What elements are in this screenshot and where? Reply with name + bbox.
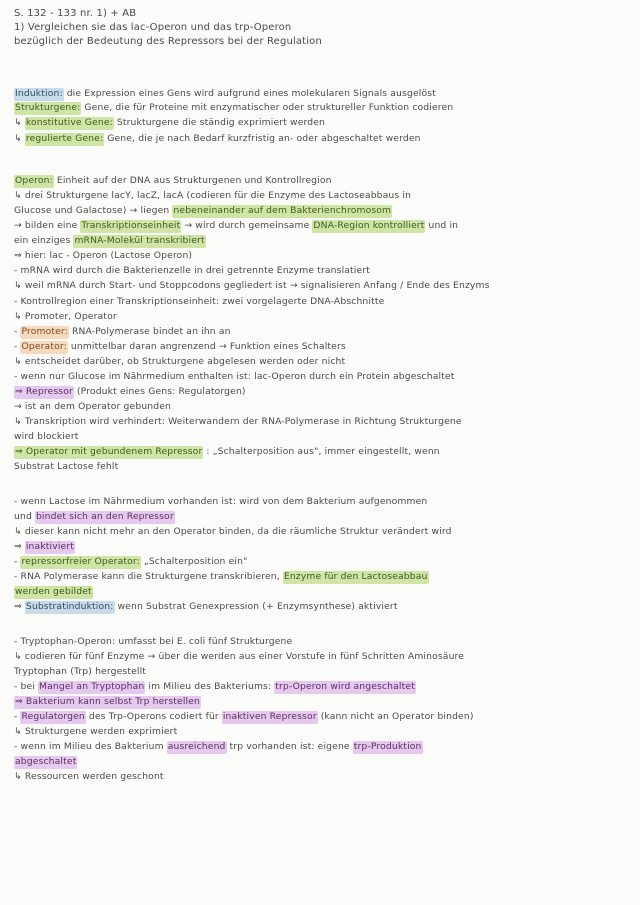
note-line: [14, 666, 634, 679]
note-line: [14, 235, 634, 248]
note-text: S. 132 - 133 nr. 1) + AB: [14, 8, 137, 19]
note-text: ↳ codieren für fünf Enzyme → über die werden aus einer Vorstufe in fünf Schritten Aminosäure: [14, 651, 465, 662]
note-text: → bilden eine: [14, 220, 78, 231]
note-text: im Milieu des Bakteriums:: [148, 681, 272, 692]
highlighted-text: ausreichend: [167, 741, 226, 752]
note-text: trp vorhanden ist: eigene: [229, 741, 350, 752]
note-text: - Tryptophan-Operon: umfasst bei E. coli fünf Strukturgene: [14, 636, 293, 647]
highlighted-text: mRNA-Molekül transkribiert: [74, 235, 205, 246]
highlighted-text: ⇒ Bakterium kann selbst Trp herstellen: [15, 696, 201, 707]
highlighted-text: regulierte Gene:: [25, 133, 104, 144]
note-text: ↳ Promoter, Operator: [14, 311, 117, 322]
note-line: [14, 36, 634, 49]
note-text: - wenn Lactose im Nährmedium vorhanden ist: wird von dem Bakterium aufgenommen: [14, 496, 428, 507]
note-text: - bei: [14, 681, 36, 692]
note-line: [14, 526, 634, 539]
note-text: ↳ weil mRNA durch Start- und Stoppcodons gegliedert ist → signalisieren Anfang / Ende des Enzyms: [14, 280, 490, 291]
note-text: bezüglich der Bedeutung des Repressors bei der Regulation: [14, 36, 322, 47]
note-line: [14, 771, 634, 784]
highlighted-text: Substratinduktion:: [25, 601, 114, 612]
note-text: wenn Substrat Genexpression (+ Enzymsynthese) aktiviert: [117, 601, 398, 612]
note-line: [14, 496, 634, 509]
note-line: [14, 711, 634, 724]
note-text: und: [14, 511, 32, 522]
highlighted-text: trp-Produktion: [353, 741, 422, 752]
note-text: unmittelbar daran angrenzend → Funktion eines Schalters: [70, 341, 346, 352]
note-text: - mRNA wird durch die Bakterienzelle in drei getrennte Enzyme translatiert: [14, 265, 370, 276]
note-text: -: [14, 711, 18, 722]
note-line: [14, 681, 634, 694]
highlighted-text: Operator:: [21, 341, 67, 352]
note-text: des Trp-Operons codiert für: [88, 711, 219, 722]
highlighted-text: Mangel an Tryptophan: [39, 681, 145, 692]
highlighted-text: bindet sich an den Repressor: [35, 511, 174, 522]
highlighted-text: werden gebildet: [15, 586, 92, 597]
highlighted-text: inaktiviert: [25, 541, 75, 552]
note-line: [14, 175, 634, 188]
note-text: - wenn im Milieu des Bakterium: [14, 741, 164, 752]
highlighted-text: nebeneinander auf dem Bakterienchromosom: [173, 205, 392, 216]
note-text: Gene, die für Proteine mit enzymatischer oder struktureller Funktion codieren: [84, 102, 454, 113]
note-text: - Kontrollregion einer Transkriptionseinheit: zwei vorgelagerte DNA-Abschnitte: [14, 296, 385, 307]
note-line: [14, 511, 634, 524]
highlighted-text: Regulatorgen: [21, 711, 85, 722]
note-line: [14, 265, 634, 278]
note-text: ↳ Ressourcen werden geschont: [14, 771, 164, 782]
highlighted-text: DNA-Region kontrolliert: [313, 220, 425, 231]
note-line: [14, 651, 634, 664]
note-line: [14, 461, 634, 474]
note-text: → wird durch gemeinsame: [184, 220, 310, 231]
note-text: und in: [428, 220, 459, 231]
note-text: ⇒: [14, 601, 22, 612]
note-text: -: [14, 341, 18, 352]
highlighted-text: ⇒ Repressor: [15, 386, 73, 397]
note-text: → ist an dem Operator gebunden: [14, 401, 172, 412]
highlighted-text: ⇒ Operator mit gebundenem Repressor: [15, 446, 203, 457]
note-text: ↳ entscheidet darüber, ob Strukturgene abgelesen werden oder nicht: [14, 356, 346, 367]
note-line: [14, 8, 634, 21]
highlighted-text: Strukturgene:: [15, 102, 81, 113]
highlighted-text: konstitutive Gene:: [25, 117, 113, 128]
note-line: [14, 102, 634, 115]
note-line: [14, 636, 634, 649]
note-text: - wenn nur Glucose im Nährmedium enthalten ist: lac-Operon durch ein Protein abgeschaltet: [14, 371, 455, 382]
note-text: ↳: [14, 117, 22, 128]
note-line: [14, 741, 634, 754]
note-text: ein einziges: [14, 235, 71, 246]
highlighted-text: trp-Operon wird angeschaltet: [275, 681, 415, 692]
note-text: ↳: [14, 133, 22, 144]
note-line: [14, 431, 634, 444]
note-line: [14, 386, 634, 399]
note-line: [14, 205, 634, 218]
note-text: ↳ Transkription wird verhindert: Weiterwandern der RNA-Polymerase in Richtung Strukturgene: [14, 416, 462, 427]
note-line: [14, 220, 634, 233]
note-text: : „Schalterposition aus", immer eingestellt, wenn: [206, 446, 440, 457]
note-line: [14, 326, 634, 339]
note-line: [14, 401, 634, 414]
note-text: 1) Vergleichen sie das lac-Operon und das trp-Operon: [14, 22, 292, 33]
note-text: Gene, die je nach Bedarf kurzfristig an- oder abgeschaltet werden: [107, 133, 421, 144]
note-text: RNA-Polymerase bindet an ihn an: [71, 326, 231, 337]
note-text: „Schalterposition ein": [143, 556, 248, 567]
note-line: [14, 571, 634, 584]
note-line: [14, 296, 634, 309]
highlighted-text: Promoter:: [21, 326, 68, 337]
highlighted-text: Enzyme für den Lactoseabbau: [283, 571, 428, 582]
highlighted-text: Operon:: [15, 175, 53, 186]
note-line: [14, 446, 634, 459]
note-line: [14, 190, 634, 203]
note-line: [14, 416, 634, 429]
highlighted-text: repressorfreier Operator:: [21, 556, 140, 567]
note-line: [14, 133, 634, 146]
note-line: [14, 311, 634, 324]
note-text: ↳ drei Strukturgene lacY, lacZ, lacA (codieren für die Enzyme des Lactoseabbaus in: [14, 190, 412, 201]
note-text: Einheit auf der DNA aus Strukturgenen und Kontrollregion: [56, 175, 332, 186]
note-line: [14, 556, 634, 569]
note-text: Strukturgene die ständig exprimiert werden: [116, 117, 326, 128]
highlighted-text: abgeschaltet: [15, 756, 77, 767]
note-line: [14, 371, 634, 384]
note-text: -: [14, 556, 18, 567]
note-text: ↳ dieser kann nicht mehr an den Operator binden, da die räumliche Struktur verändert wird: [14, 526, 452, 537]
note-text: ⇒ hier: lac - Operon (Lactose Operon): [14, 250, 193, 261]
note-text: Glucose und Galactose) → liegen: [14, 205, 170, 216]
note-text: - RNA Polymerase kann die Strukturgene transkribieren,: [14, 571, 280, 582]
note-line: [14, 341, 634, 354]
note-text: (kann nicht an Operator binden): [320, 711, 474, 722]
note-line: [14, 22, 634, 35]
note-text: die Expression eines Gens wird aufgrund eines molekularen Signals ausgelöst: [66, 88, 436, 99]
note-text: Tryptophan (Trp) hergestellt: [14, 666, 147, 677]
note-line: [14, 88, 634, 101]
note-line: [14, 117, 634, 130]
note-text: Substrat Lactose fehlt: [14, 461, 119, 472]
note-line: [14, 356, 634, 369]
highlighted-text: inaktiven Repressor: [222, 711, 317, 722]
highlighted-text: Transkriptionseinheit: [81, 220, 181, 231]
note-line: [14, 586, 634, 599]
note-line: [14, 756, 634, 769]
note-line: [14, 541, 634, 554]
note-line: [14, 696, 634, 709]
note-line: [14, 250, 634, 263]
note-text: wird blockiert: [14, 431, 79, 442]
note-line: [14, 726, 634, 739]
note-text: -: [14, 326, 18, 337]
note-line: [14, 601, 634, 614]
note-line: [14, 280, 634, 293]
highlighted-text: Induktion:: [15, 88, 63, 99]
note-text: ↳ Strukturgene werden exprimiert: [14, 726, 178, 737]
note-text: (Produkt eines Gens: Regulatorgen): [76, 386, 246, 397]
note-text: ⇒: [14, 541, 22, 552]
